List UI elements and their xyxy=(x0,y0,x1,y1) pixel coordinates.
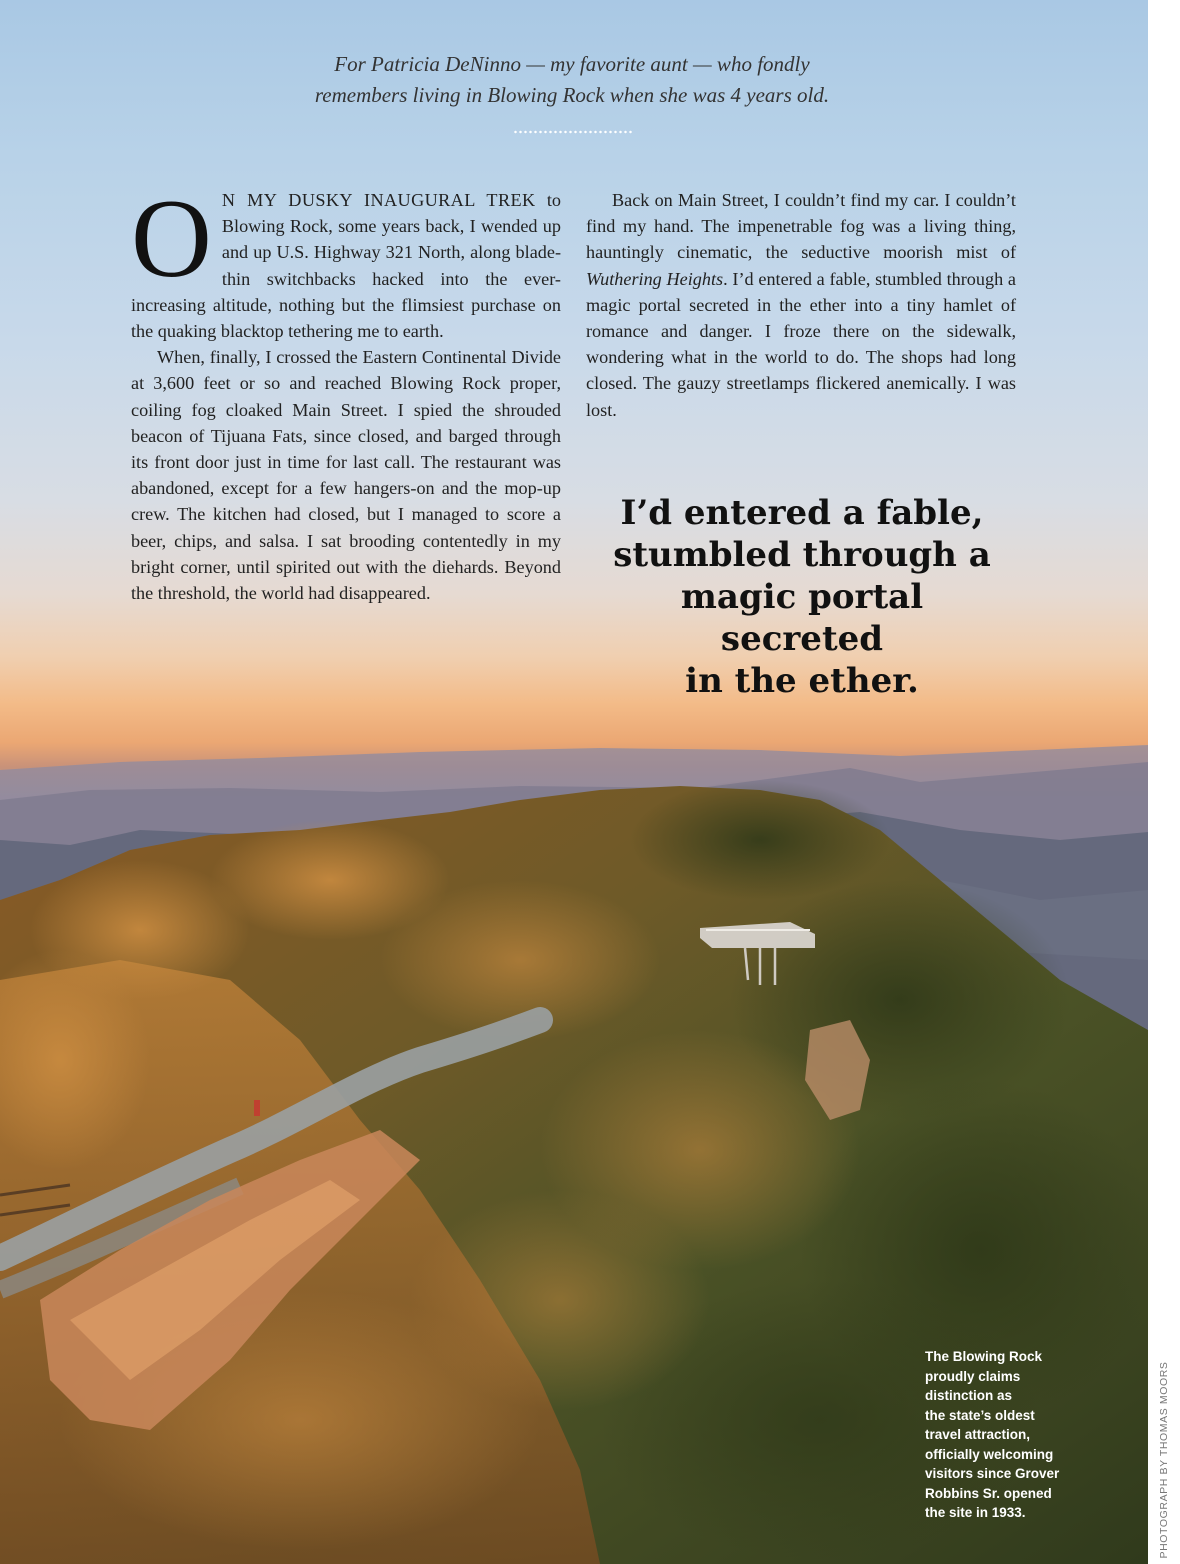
pull-quote xyxy=(596,492,1008,702)
paragraph-text: to Blowing Rock, some years back, I wended up and up U.S. Highway 321 North, along blade-thin switchbacks hacked into the ever-increasing altitude, nothing but the flimsiest purchase on the quaking blacktop tethering me to earth. xyxy=(131,190,562,342)
caption-line: The Blowing Rock xyxy=(925,1349,1043,1364)
article-paragraph xyxy=(586,187,1016,423)
caption-line: officially welcoming xyxy=(925,1446,1054,1462)
caption-line: proudly claims xyxy=(925,1368,1021,1384)
lead-in: N MY DUSKY INAUGURAL TREK xyxy=(221,190,536,210)
book-title: Wuthering Heights xyxy=(586,268,724,289)
article-column-right xyxy=(586,187,1016,423)
dedication-line: remembers living in Blowing Rock when she was 4 years old. xyxy=(314,83,830,107)
photo-credit: PHOTOGRAPH BY THOMAS MOORS xyxy=(1158,1361,1170,1559)
drop-cap: O xyxy=(131,177,212,301)
pull-quote-line: in the ether. xyxy=(685,661,919,701)
article-column-left xyxy=(131,177,562,606)
right-margin xyxy=(1148,0,1180,1564)
caption-line: Robbins Sr. opened xyxy=(925,1485,1052,1501)
dedication xyxy=(140,49,1004,111)
paragraph-text: Back on Main Street, I couldn’t find my car. I couldn’t find my hand. The impenetrable fog was a living thing, hauntingly cinematic, the seductive moorish mist of xyxy=(586,190,1016,263)
pull-quote-line: stumbled through a xyxy=(613,535,991,575)
caption-line: visitors since Grover xyxy=(925,1466,1060,1481)
caption-line: distinction as xyxy=(925,1388,1013,1403)
dedication-line: For Patricia DeNinno — my favorite aunt — who fondly xyxy=(334,52,810,76)
paragraph-text: . I’d entered a fable, stumbled through a magic portal secreted in the ether into a tiny hamlet of romance and danger. I froze there on the sidewalk, wondering what in the world to do. The shops had long closed. The gauzy streetlamps flickered anemically. I was lost. xyxy=(586,268,1017,420)
article-paragraph xyxy=(131,177,562,344)
pull-quote-line: magic portal secreted xyxy=(680,577,924,659)
dotted-divider xyxy=(513,130,633,134)
photo-caption xyxy=(925,1347,1085,1523)
article-paragraph: When, finally, I crossed the Eastern Continental Divide at 3,600 feet or so and reached Blowing Rock proper, coiling fog cloaked Main Street. I spied the shrouded beacon of Tijuana Fats, since closed, and barged through its front door just in time for last call. The restaurant was abandoned, except for a few hangers-on and the mop-up crew. The kitchen had closed, but I managed to score a beer, chips, and salsa. I sat brooding contentedly in my bright corner, until spirited out with the diehards. Beyond the threshold, the world had disappeared. xyxy=(131,347,561,604)
pull-quote-line: I’d entered a fable, xyxy=(620,493,984,533)
caption-line: the state’s oldest xyxy=(925,1407,1035,1423)
caption-line: the site in 1933. xyxy=(925,1505,1026,1520)
caption-line: travel attraction, xyxy=(925,1427,1031,1442)
